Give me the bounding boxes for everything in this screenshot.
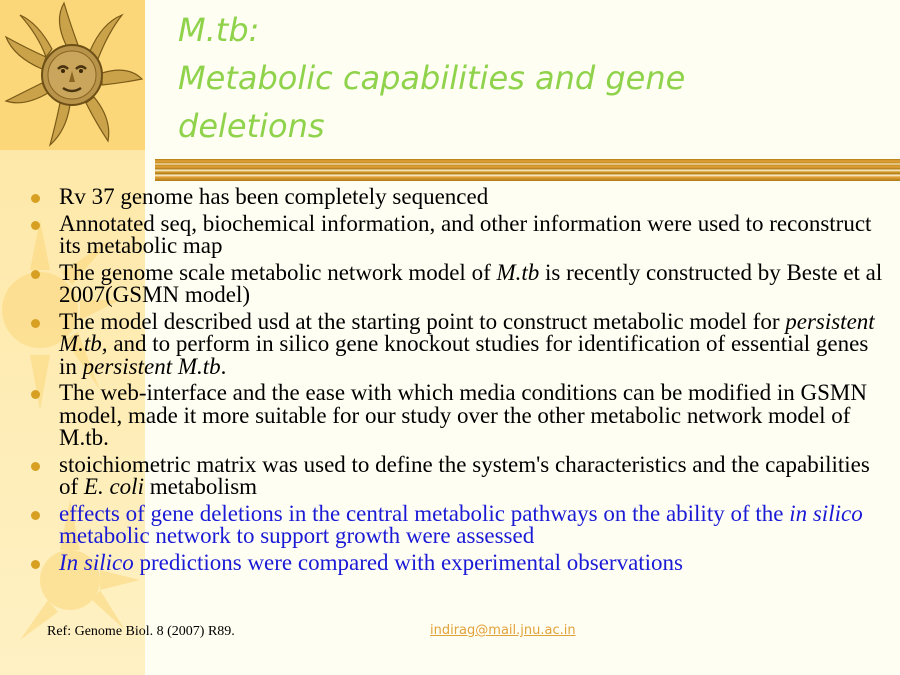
slide-title bbox=[178, 6, 878, 150]
bullet-text: metabolism bbox=[143, 474, 258, 499]
bullet-text: Annotated seq, biochemical information, and other information were used to reconstruct its metabolic map bbox=[59, 210, 872, 258]
bullet-dot-icon bbox=[31, 221, 40, 230]
bullet-item bbox=[28, 308, 888, 379]
title-line-1: M.tb: bbox=[178, 11, 260, 49]
bullet-text: The web-interface and the ease with which media conditions can be modified in GSMN model, made it more suitable for our study over the other metabolic network model of M.tb. bbox=[59, 380, 867, 450]
title-line-3: deletions bbox=[178, 107, 325, 145]
bullet-item bbox=[28, 382, 888, 450]
bullet-dot-icon bbox=[31, 390, 40, 399]
bullet-item bbox=[28, 451, 888, 499]
bullet-item bbox=[28, 549, 888, 575]
bullet-text: effects of gene deletions in the central metabolic pathways on the ability of the bbox=[59, 500, 790, 526]
title-line-2: Metabolic capabilities and gene bbox=[178, 59, 686, 97]
bullet-dot-icon bbox=[31, 511, 40, 520]
italic-text: In silico bbox=[59, 549, 134, 575]
bullet-item bbox=[28, 500, 888, 548]
italic-text: in silico bbox=[789, 500, 863, 526]
bullet-list bbox=[28, 186, 888, 578]
bullet-dot-icon bbox=[31, 462, 40, 471]
bullet-text: The genome scale metabolic network model of bbox=[59, 259, 497, 285]
bullet-dot-icon bbox=[31, 194, 40, 203]
email-link[interactable]: indirag@mail.jnu.ac.in bbox=[430, 623, 576, 638]
bullet-item bbox=[28, 259, 888, 307]
italic-text: persistent M.tb, bbox=[59, 308, 875, 356]
bullet-text: and to perform in silico gene knockout studies for identification of essential genes in bbox=[59, 331, 869, 379]
decorative-divider bbox=[155, 159, 900, 181]
italic-text: persistent M.tb bbox=[82, 353, 221, 379]
bullet-dot-icon bbox=[31, 270, 40, 279]
sun-face-icon bbox=[0, 0, 145, 150]
italic-text: E. coli bbox=[83, 474, 144, 499]
bullet-text: Rv 37 genome has been completely sequenced bbox=[59, 184, 489, 209]
bullet-text: predictions were compared with experimental observations bbox=[133, 549, 684, 575]
italic-text: M.tb bbox=[496, 259, 540, 285]
bullet-text: stoichiometric matrix was used to define the system's characteristics and the capabilities of bbox=[59, 451, 870, 499]
reference-text: Ref: Genome Biol. 8 (2007) R89. bbox=[47, 624, 235, 639]
bullet-text: . bbox=[220, 353, 227, 379]
bullet-dot-icon bbox=[31, 319, 40, 328]
bullet-item bbox=[28, 186, 888, 209]
logo bbox=[0, 0, 145, 150]
bullet-dot-icon bbox=[31, 560, 40, 569]
bullet-text: is recently constructed by Beste et al 2007(GSMN model) bbox=[59, 259, 883, 307]
bullet-item bbox=[28, 210, 888, 258]
bullet-text: The model described usd at the starting point to construct metabolic model for bbox=[59, 308, 786, 334]
bullet-text: metabolic network to support growth were assessed bbox=[59, 523, 535, 548]
